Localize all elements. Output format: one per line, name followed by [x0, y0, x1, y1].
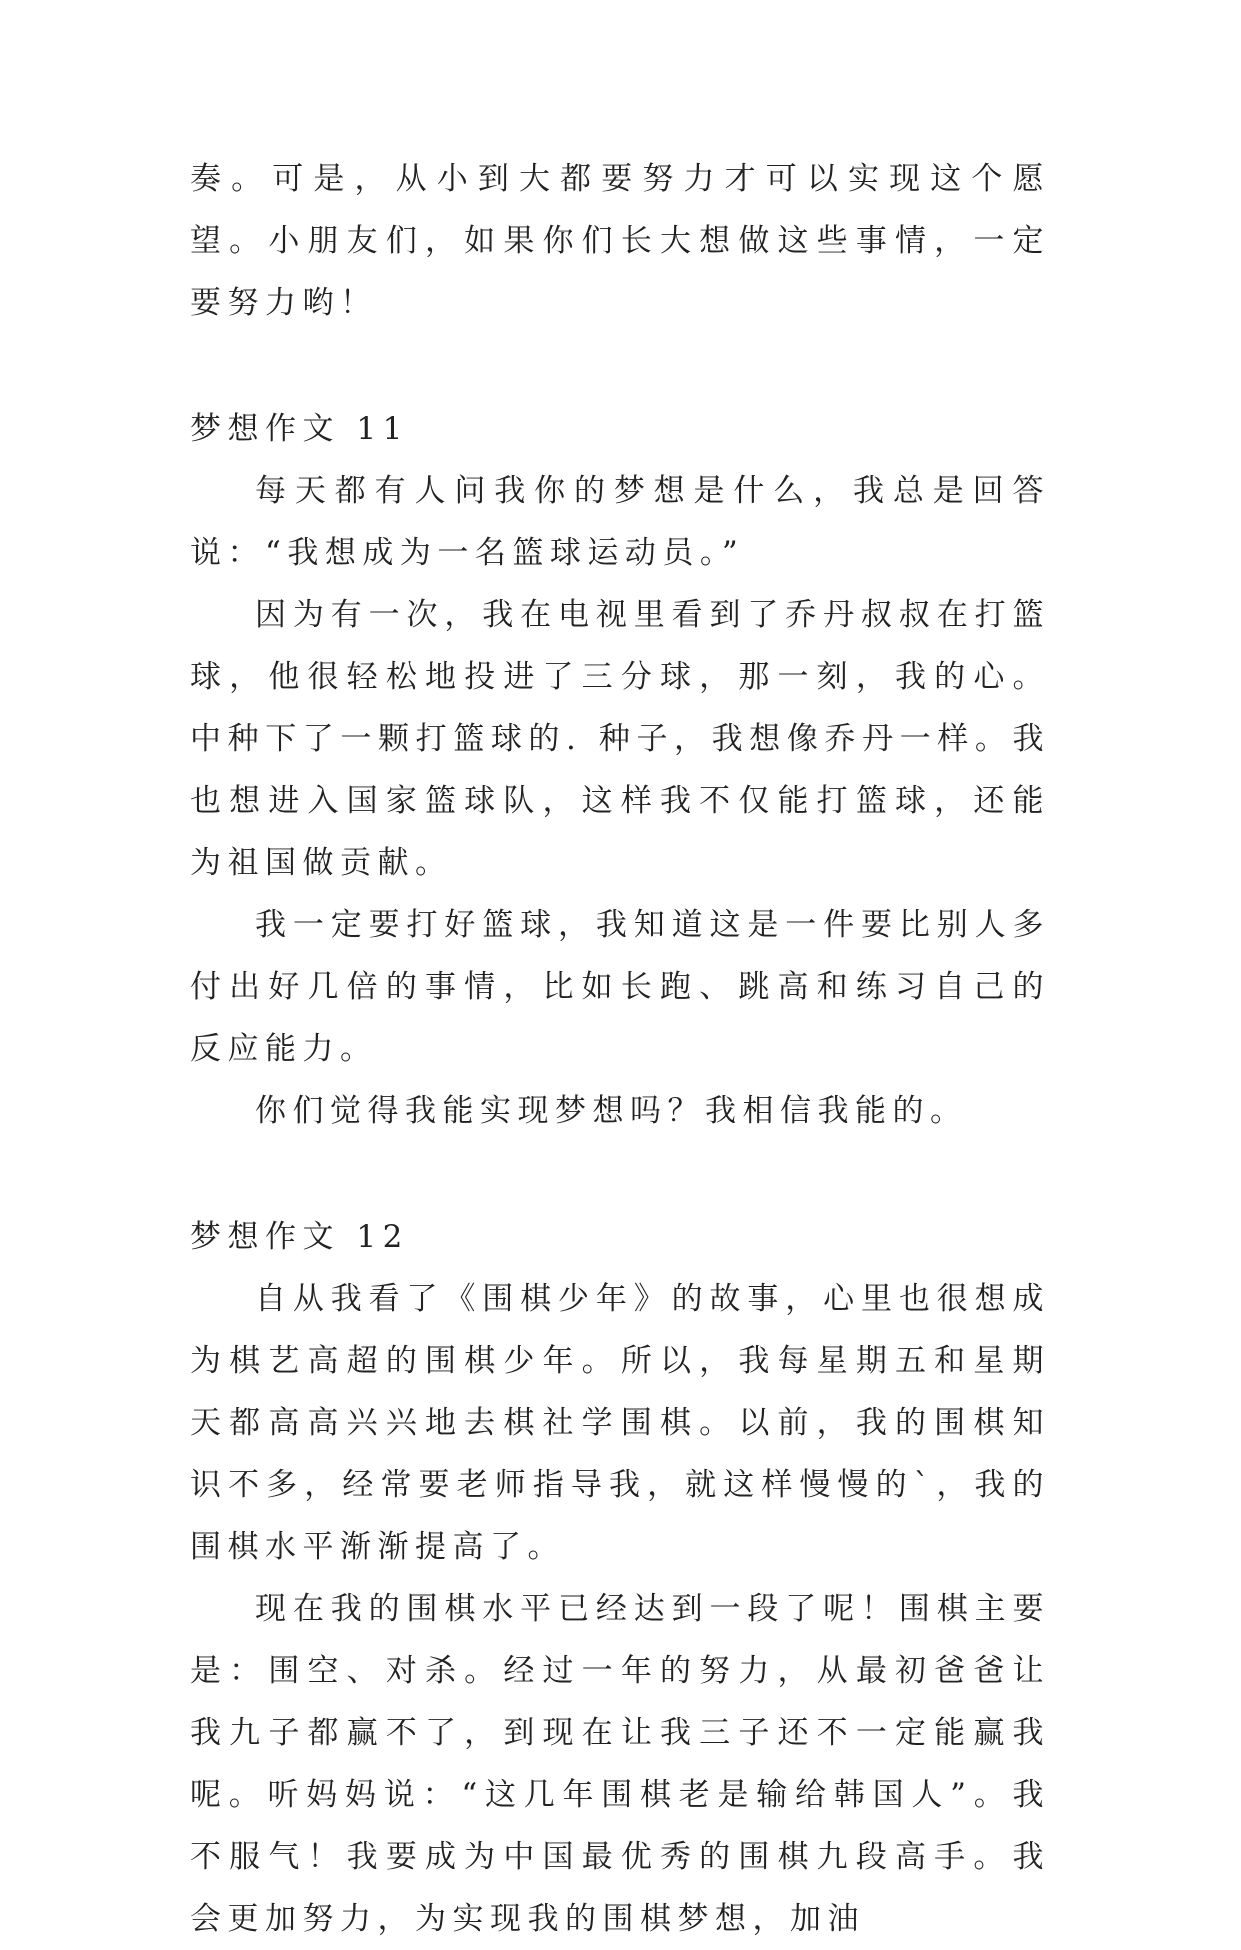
essay-12-paragraph-1: 自从我看了《围棋少年》的故事，心里也很想成为棋艺高超的围棋少年。所以，我每星期五和星期天都高高兴兴地去棋社学围棋。以前，我的围棋知识不多，经常要老师指导我，就这样慢慢的`，我的围棋水平渐渐提高了。 [190, 1281, 1050, 1565]
essay-11-paragraph-1: 每天都有人问我你的梦想是什么，我总是回答说：“我想成为一名篮球运动员。” [190, 473, 1050, 571]
essay-12-paragraph-2: 现在我的围棋水平已经达到一段了呢！围棋主要是：围空、对杀。经过一年的努力，从最初爸爸让我九子都赢不了，到现在让我三子还不一定能赢我呢。听妈妈说：“这几年围棋老是输给韩国人”。我不服气！我要成为中国最优秀的围棋九段高手。我会更加努力，为实现我的围棋梦想，加油 [190, 1591, 1050, 1937]
continuation-paragraph: 奏。可是，从小到大都要努力才可以实现这个愿望。小朋友们，如果你们长大想做这些事情，一定要努力哟！ [190, 161, 1050, 321]
section-spacer [190, 334, 1050, 398]
document-page [190, 148, 1050, 1950]
section-spacer [190, 1142, 1050, 1206]
essay-11-title: 梦想作文 11 [190, 411, 409, 447]
essay-11-paragraph-3: 我一定要打好篮球，我知道这是一件要比别人多付出好几倍的事情，比如长跑、跳高和练习自己的反应能力。 [190, 907, 1050, 1067]
essay-12-title: 梦想作文 12 [190, 1219, 409, 1255]
essay-11-paragraph-4: 你们觉得我能实现梦想吗？我相信我能的。 [255, 1093, 968, 1129]
essay-11-paragraph-2: 因为有一次，我在电视里看到了乔丹叔叔在打篮球，他很轻松地投进了三分球，那一刻，我的心。中种下了一颗打篮球的. 种子，我想像乔丹一样。我也想进入国家篮球队，这样我不仅能打篮球，还能为祖国做贡献。 [190, 597, 1050, 881]
